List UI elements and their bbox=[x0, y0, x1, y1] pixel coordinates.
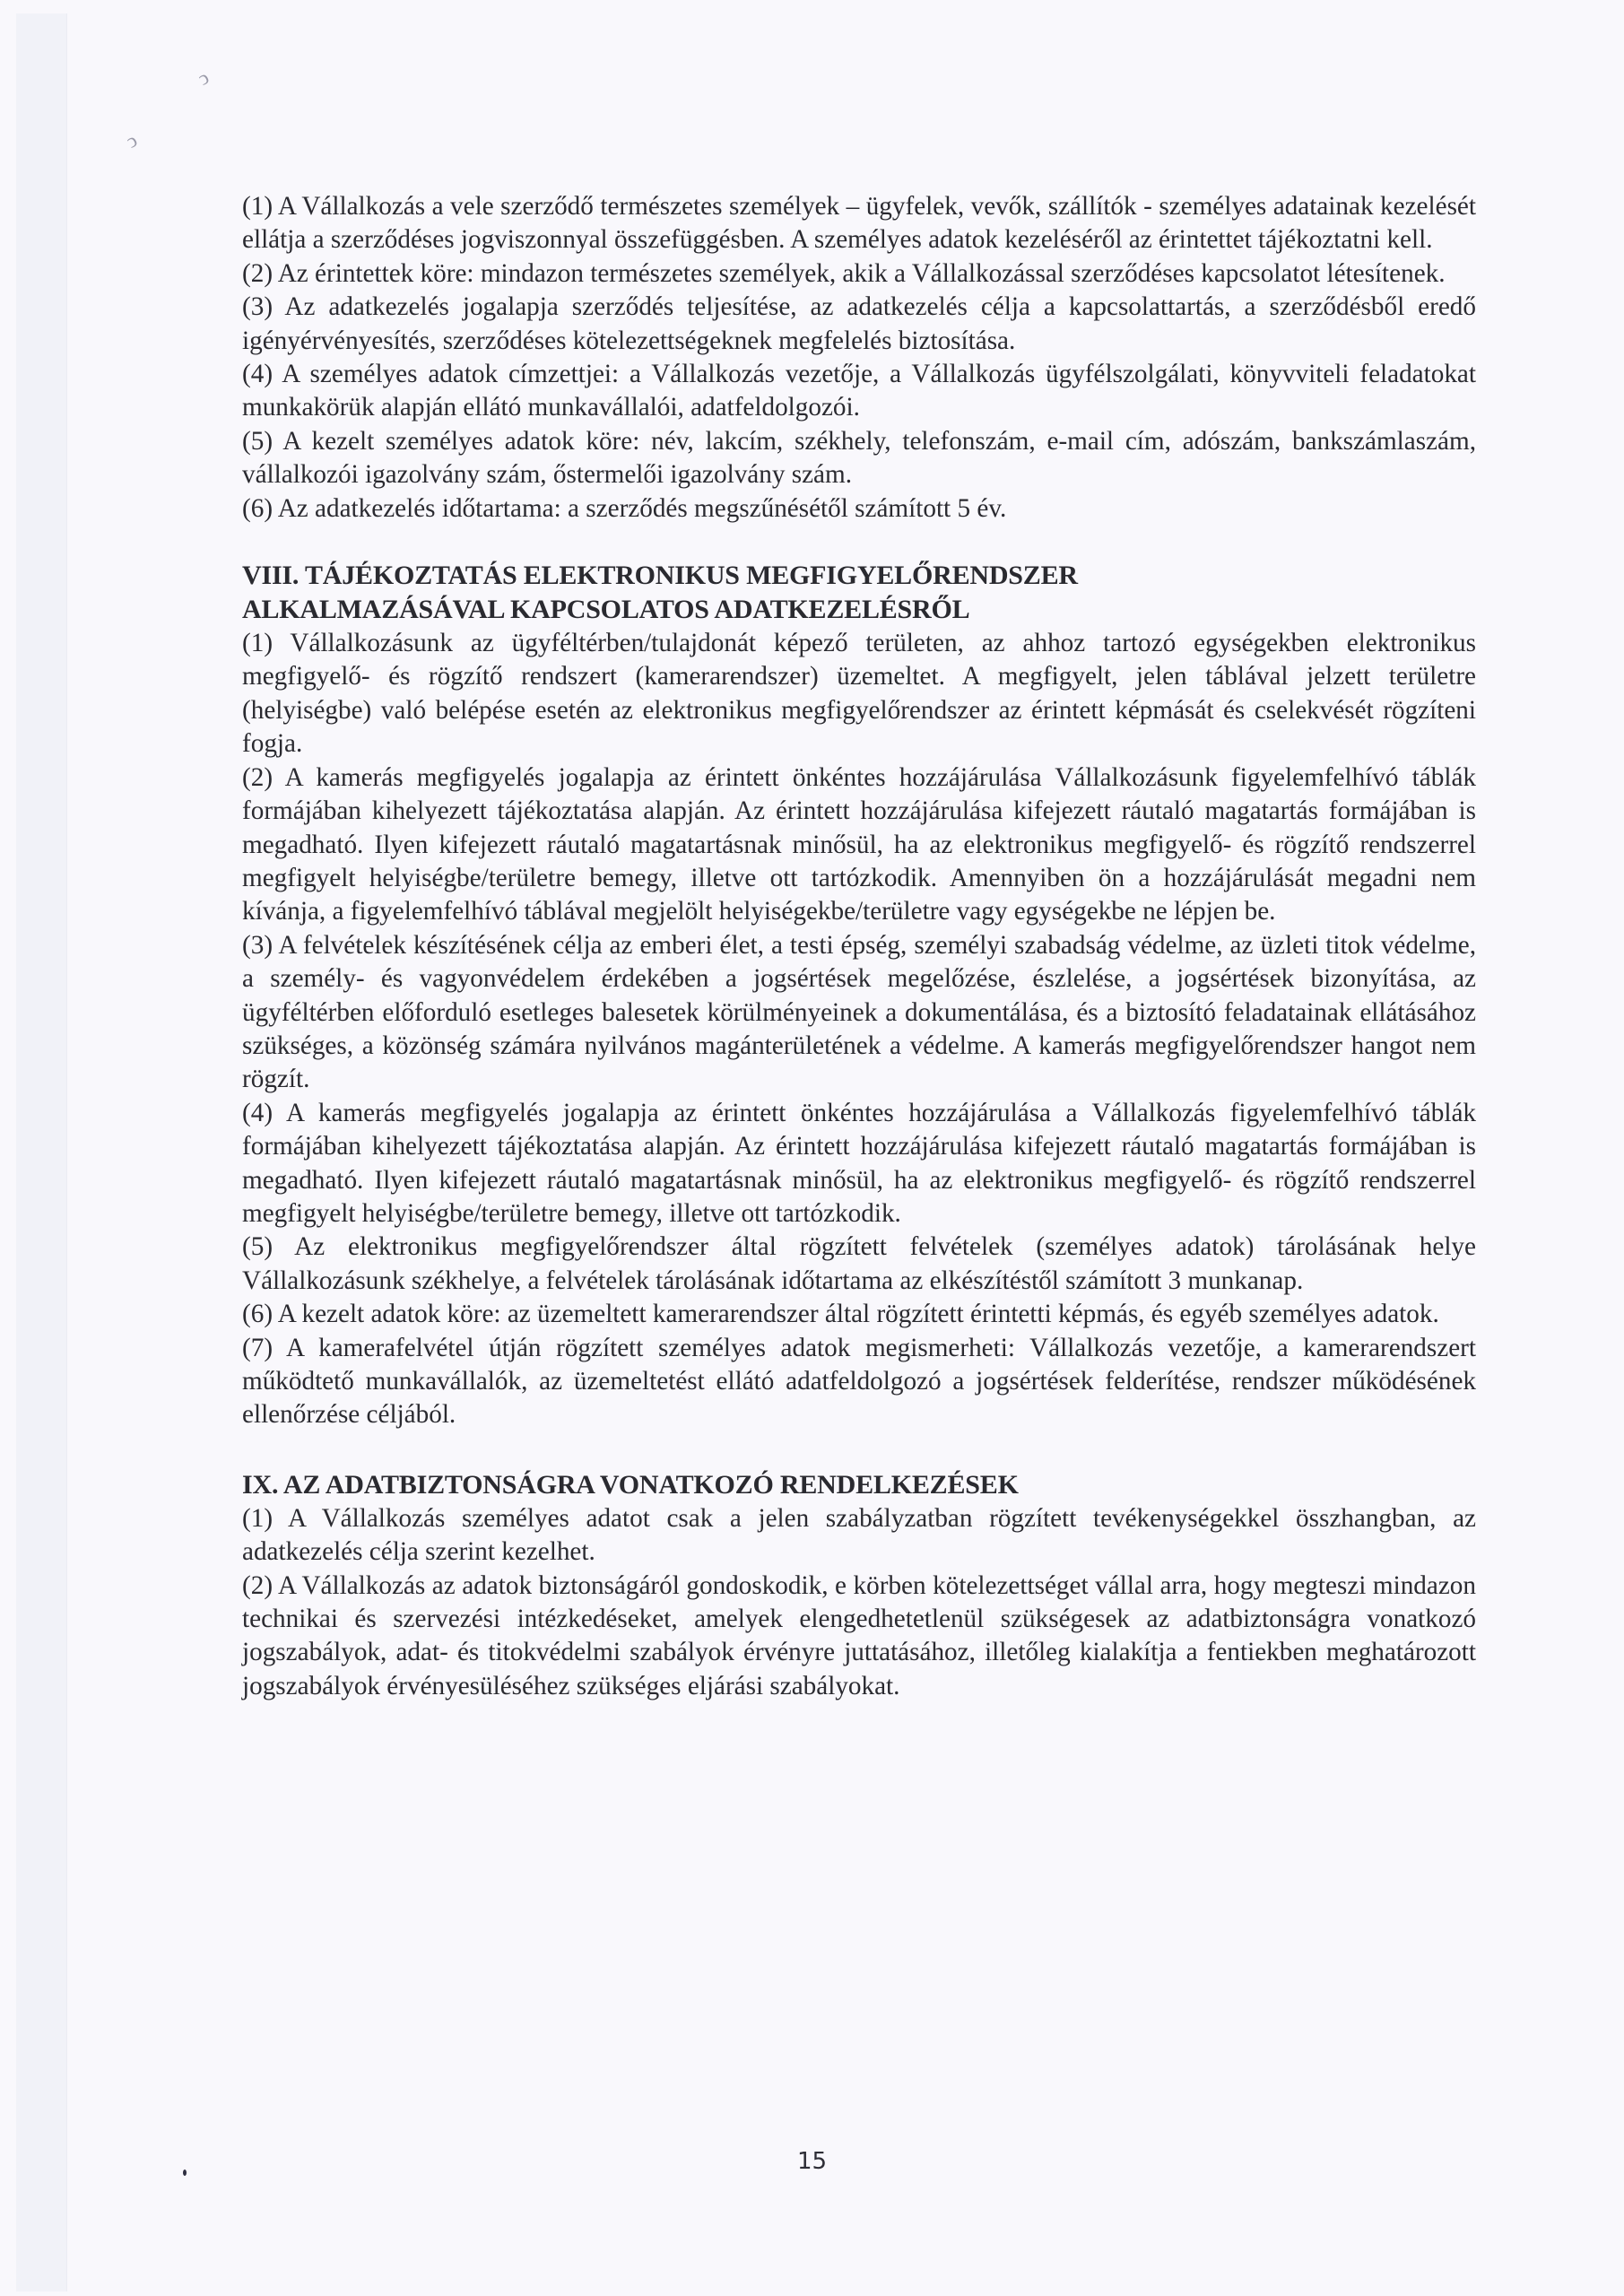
page-number: 15 bbox=[796, 2148, 828, 2175]
paragraph: (5) A kezelt személyes adatok köre: név, lakcím, székhely, telefonszám, e-mail cím, adószám, bankszámlaszám, vállalkozói igazolvány szám, őstermelői igazolvány szám. bbox=[242, 426, 1476, 490]
paragraph: (6) Az adatkezelés időtartama: a szerződés megszűnésétől számított 5 év. bbox=[242, 493, 1007, 523]
paragraph: (1) Vállalkozásunk az ügyféltérben/tulajdonát képező területen, az ahhoz tartozó egységekben elektronikus megfigyelő- és rögzítő rendszert (kamerarendszer) üzemeltet. A megfigyelt, jelen táblával jelzett területre (helyiségbe) való belépése esetén az elektronikus megfigyelőrendszer az érintett képmását és cselekvését rögzíteni fogja. bbox=[242, 629, 1476, 759]
paragraph: (5) Az elektronikus megfigyelőrendszer által rögzített felvételek (személyes adatok) tárolásának helye Vállalkozásunk székhelye, a felvételek tárolásának időtartama az elkészítéstől számított 3 munkanap. bbox=[242, 1232, 1476, 1295]
paragraph: (4) A kamerás megfigyelés jogalapja az érintett önkéntes hozzájárulása a Vállalkozás figyelemfelhívó táblák formájában kihelyezett tájékoztatása alapján. Az érintett hozzájárulása kifejezett ráutaló magatartás formájában is megadható. Ilyen kifejezett ráutaló magatartásnak minősül, ha az elektronikus megfigyelő- és rögzítő rendszerrel megfigyelt helyiségbe/területre bemegy, illetve ott tartózkodik. bbox=[242, 1098, 1476, 1228]
section-heading-line: VIII. TÁJÉKOZTATÁS ELEKTRONIKUS MEGFIGYELŐRENDSZER bbox=[242, 561, 1078, 591]
paragraph: (1) A Vállalkozás a vele szerződő természetes személyek – ügyfelek, vevők, szállítók - személyes adatainak kezelését ellátja a szerződéses jogviszonnyal összefüggésben. A személyes adatok kezeléséről az érintettet tájékoztatni kell. bbox=[242, 192, 1476, 255]
scan-edge-strip bbox=[16, 13, 67, 2292]
paragraph: (4) A személyes adatok címzettjei: a Vállalkozás vezetője, a Vállalkozás ügyfélszolgálati, könyvviteli feladatokat munkakörük alapján ellátó munkavállalói, adatfeldolgozói. bbox=[242, 360, 1476, 422]
paragraph: (3) Az adatkezelés jogalapja szerződés teljesítése, az adatkezelés célja a kapcsolattartás, a szerződésből eredő igényérvényesítés, szerződéses kötelezettségeknek megfelelés biztosítása. bbox=[242, 292, 1476, 355]
document-body bbox=[242, 190, 1476, 1703]
paragraph: (6) A kezelt adatok köre: az üzemeltett kamerarendszer által rögzített érintetti képmás, és egyéb személyes adatok. bbox=[242, 1300, 1439, 1329]
paragraph: (7) A kamerafelvétel útján rögzített személyes adatok megismerheti: Vállalkozás vezetője, a kamerarendszert működtető munkavállalók, az üzemeltetést ellátó adatfeldolgozó a jogsértések felderítése, rendszer működésének ellenőrzése céljából. bbox=[242, 1333, 1476, 1430]
section-heading-ix: IX. AZ ADATBIZTONSÁGRA VONATKOZÓ RENDELKEZÉSEK bbox=[242, 1469, 1019, 1500]
paragraph: (2) A kamerás megfigyelés jogalapja az érintett önkéntes hozzájárulása Vállalkozásunk figyelemfelhívó táblák formájában kihelyezett tájékoztatása alapján. Az érintett hozzájárulása kifejezett ráutaló magatartás formájában is megadható. Ilyen kifejezett ráutaló magatartásnak minősül, ha az elektronikus megfigyelő- és rögzítő rendszerrel megfigyelt helyiségbe/területre bemegy, illetve ott tartózkodik. Amennyiben ön a hozzájárulását megadni nem kívánja, a figyelemfelhívó táblával megjelölt helyiségekbe/területre vagy egységekbe ne lépjen be. bbox=[242, 762, 1476, 926]
scan-artifact-mark: ↄ bbox=[122, 128, 142, 152]
paragraph: (1) A Vállalkozás személyes adatot csak a jelen szabályzatban rögzített tevékenységekkel összhangban, az adatkezelés célja szerint kezelhet. bbox=[242, 1503, 1476, 1567]
scan-artifact-mark: ↄ bbox=[194, 65, 213, 90]
section-heading-viii bbox=[242, 559, 1476, 627]
paragraph: (2) Az érintettek köre: mindazon természetes személyek, akik a Vállalkozással szerződéses kapcsolatot létesítenek. bbox=[242, 258, 1446, 288]
paragraph: (2) A Vállalkozás az adatok biztonságáról gondoskodik, e körben kötelezettséget vállal arra, hogy megteszi mindazon technikai és szervezési intézkedéseket, amelyek elengedhetetlenül szükségesek az adatbiztonságra vonatkozó jogszabályok, adat- és titokvédelmi szabályok érvényre juttatásához, illetőleg kialakítja a fentiekben meghatározott jogszabályok érvényesüléséhez szükséges eljárási szabályokat. bbox=[242, 1570, 1476, 1700]
paragraph: (3) A felvételek készítésének célja az emberi élet, a testi épség, személyi szabadság védelme, az üzleti titok védelme, a személy- és vagyonvédelem érdekében a jogsértések megelőzése, észlelése, a jogsértések bizonyítása, az ügyféltérben előforduló esetleges balesetek körülményeinek a dokumentálása, és a biztosító feladatainak ellátásához szükséges, a közönség számára nyilvános magánterületének a védelme. A kamerás megfigyelőrendszer hangot nem rögzít. bbox=[242, 930, 1476, 1094]
section-heading-line: ALKALMAZÁSÁVAL KAPCSOLATOS ADATKEZELÉSRŐL bbox=[242, 595, 970, 625]
